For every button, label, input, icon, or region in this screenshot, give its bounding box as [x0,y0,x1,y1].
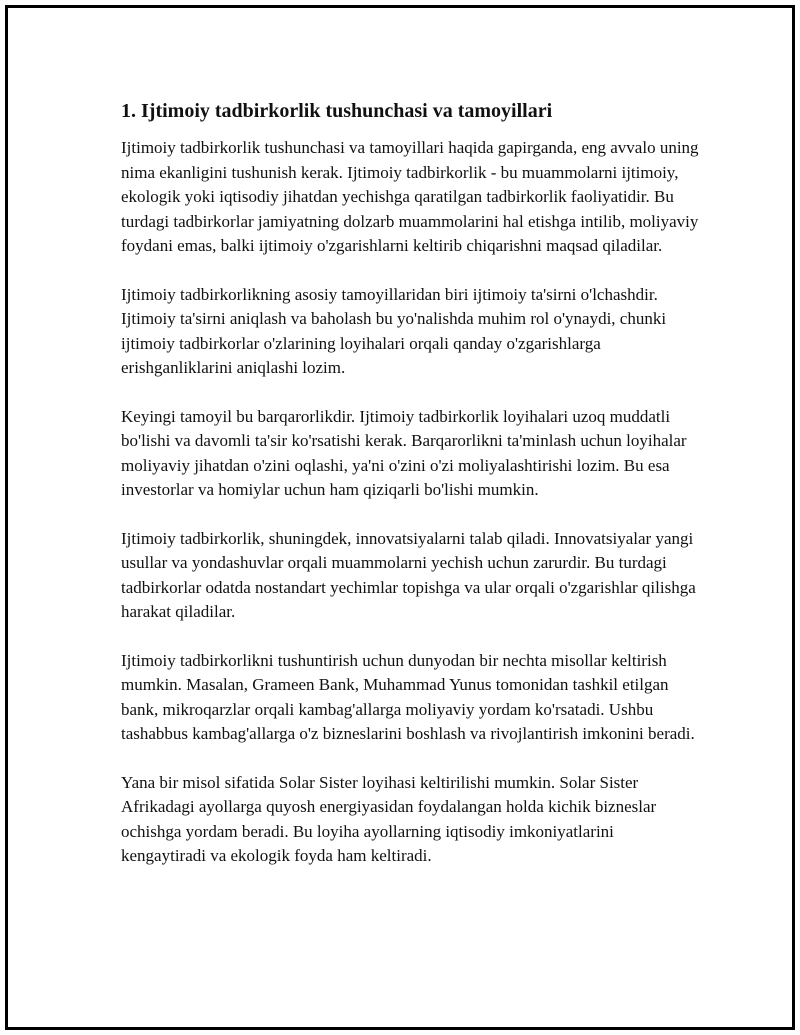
document-body [121,98,701,869]
paragraph-4: Ijtimoiy tadbirkorlik, shuningdek, innovatsiyalarni talab qiladi. Innovatsiyalar yangi usullar va yondashuvlar orqali muammolarni yechish uchun zarurdir. Bu turdagi tadbirkorlar odatda nostandart yechimlar topishga va ular orqali o'zgarishlar qilishga harakat qiladilar. [121,528,696,621]
paragraph-6: Yana bir misol sifatida Solar Sister loyihasi keltirilishi mumkin. Solar Sister Afrikadagi ayollarga quyosh energiyasidan foydalangan holda kichik bizneslar ochishga yordam beradi. Bu loyiha ayollarning iqtisodiy imkoniyatlarini kengaytiradi va ekologik foyda ham keltiradi. [121,772,657,865]
paragraph-2: Ijtimoiy tadbirkorlikning asosiy tamoyillaridan biri ijtimoiy ta'sirni o'lchashdir. Ijtimoiy ta'sirni aniqlash va baholash bu yo'nalishda muhim rol o'ynaydi, chunki ijtimoiy tadbirkorlar o'zlarining loyihalari orqali qanday o'zgarishlarga erishganliklarini aniqlashi lozim. [121,284,667,377]
paragraph-3: Keyingi tamoyil bu barqarorlikdir. Ijtimoiy tadbirkorlik loyihalari uzoq muddatli bo'lishi va davomli ta'sir ko'rsatishi kerak. Barqarorlikni ta'minlash uchun loyihalar moliyaviy jihatdan o'zini oqlashi, ya'ni o'zini o'zi moliyalashtirishi lozim. Bu esa investorlar va homiylar uchun ham qiziqarli bo'lishi mumkin. [121,406,687,499]
section-title: 1. Ijtimoiy tadbirkorlik tushunchasi va tamoyillari [121,100,553,122]
paragraph-5: Ijtimoiy tadbirkorlikni tushuntirish uchun dunyodan bir nechta misollar keltirish mumkin. Masalan, Grameen Bank, Muhammad Yunus tomonidan tashkil etilgan bank, mikroqarzlar orqali kambag'allarga moliyaviy yordam ko'rsatadi. Ushbu tashabbus kambag'allarga o'z bizneslarini boshlash va rivojlantirish imkonini beradi. [121,650,695,743]
page-frame [5,5,795,1030]
paragraph-1: Ijtimoiy tadbirkorlik tushunchasi va tamoyillari haqida gapirganda, eng avvalo uning nima ekanligini tushunish kerak. Ijtimoiy tadbirkorlik - bu muammolarni ijtimoiy, ekologik yoki iqtisodiy jihatdan yechishga qaratilgan tadbirkorlik faoliyatidir. Bu turdagi tadbirkorlar jamiyatning dolzarb muammolarini hal etishga intilib, moliyaviy foydani emas, balki ijtimoiy o'zgarishlarni keltirib chiqarishni maqsad qiladilar. [121,138,699,255]
